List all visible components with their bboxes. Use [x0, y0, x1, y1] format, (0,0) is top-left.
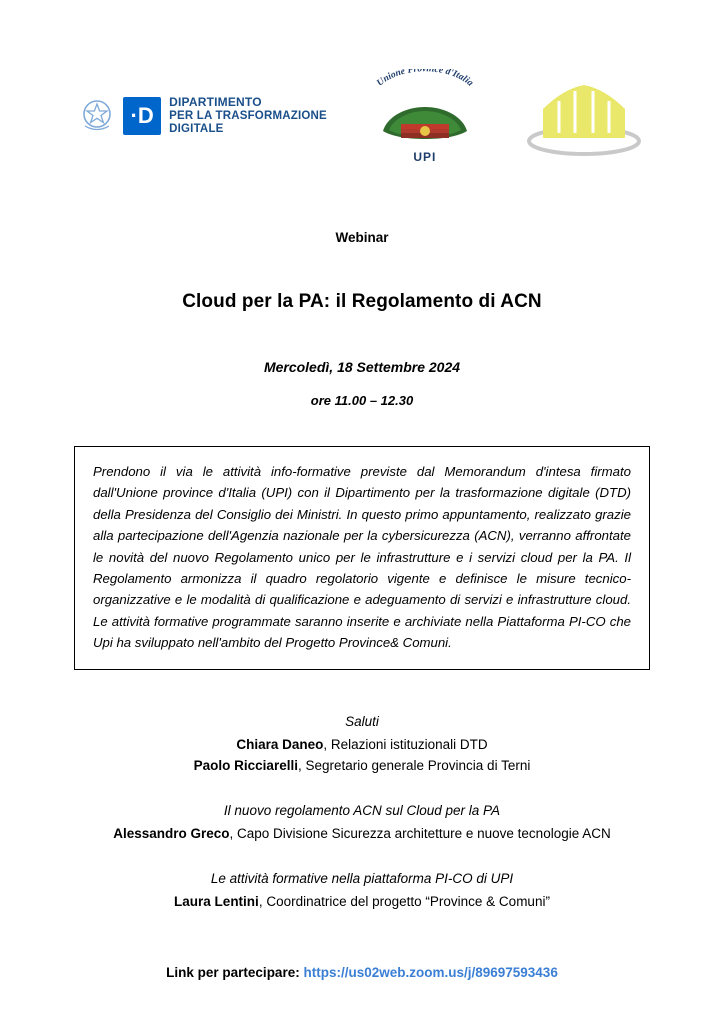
abstract-box: Prendono il via le attività info-formative previste dal Memorandum d'intesa firmato dall'Unione province d'Italia (UPI) con il Dipartimento per la trasformazione digitale (DTD) della Presidenza del Consiglio dei Ministri. In questo primo appuntamento, realizzato grazie alla partecipazione dell'Agenzia nazionale per la cybersicurezza (ACN), verranno affrontate le novità del nuovo Regolamento unico per le infrastrutture e i servizi cloud per la PA. Il Regolamento armonizza il quadro regolatorio vigente e definisce le misure tecnico-organizzative e le modalità di qualificazione e adeguamento di servizi e infrastrutture cloud. Le attività formative programmate saranno inserite e archiviate nella Piattaforma PI-CO che Upi ha sviluppato nell'ambito del Progetto Province& Comuni. — [74, 446, 650, 670]
dtd-wordmark-line3: DIGITALE — [169, 123, 224, 136]
dtd-logo — [79, 95, 327, 136]
logo-row — [66, 68, 658, 164]
speaker-name: Alessandro Greco — [113, 826, 230, 842]
speaker-role: , Coordinatrice del progetto “Province & Comuni” — [258, 894, 550, 910]
province-comuni-logo — [523, 75, 645, 157]
program-person — [66, 735, 658, 756]
speaker-role: , Capo Divisione Sicurezza architetture e nuove tecnologie ACN — [229, 826, 611, 842]
program-group — [66, 803, 658, 845]
speaker-role: , Segretario generale Provincia di Terni — [297, 758, 531, 774]
zoom-link[interactable]: https://us02web.zoom.us/j/89697593436 — [303, 965, 558, 981]
program-heading: Le attività formative nella piattaforma PI-CO di UPI — [210, 871, 514, 887]
republic-emblem-icon — [79, 96, 115, 136]
event-time: ore 11.00 – 12.30 — [310, 393, 414, 408]
program-person — [66, 756, 658, 777]
dtd-wordmark-line2: PER LA TRASFORMAZIONE — [169, 109, 327, 122]
speaker-name: Paolo Ricciarelli — [193, 758, 298, 774]
upi-logo — [367, 69, 483, 164]
page-title: Cloud per la PA: il Regolamento di ACN — [182, 291, 542, 312]
program-person — [66, 892, 658, 913]
speaker-name: Chiara Daneo — [236, 737, 324, 753]
svg-text:Unione Province d'Italia: Unione Province d'Italia — [375, 68, 475, 89]
event-date: Mercoledì, 18 Settembre 2024 — [263, 359, 461, 375]
dtd-wordmark-line1: DIPARTIMENTO — [169, 95, 262, 110]
program-group — [66, 714, 658, 777]
speaker-role: , Relazioni istituzionali DTD — [323, 737, 488, 753]
program-heading: Il nuovo regolamento ACN sul Cloud per la PA — [223, 803, 501, 819]
program-section — [66, 714, 658, 913]
dtd-wordmark — [169, 95, 327, 136]
program-heading: Saluti — [345, 714, 379, 730]
program-person — [66, 824, 658, 845]
join-link-row — [66, 965, 658, 980]
program-group — [66, 871, 658, 913]
speaker-name: Laura Lentini — [174, 894, 259, 910]
dtd-letter-mark: ·D — [123, 97, 161, 135]
webinar-label: Webinar — [335, 230, 389, 245]
upi-arc-text — [367, 69, 483, 95]
upi-wreath-icon — [371, 101, 479, 149]
join-link-label: Link per partecipare: — [166, 965, 300, 981]
upi-label: UPI — [413, 149, 437, 164]
